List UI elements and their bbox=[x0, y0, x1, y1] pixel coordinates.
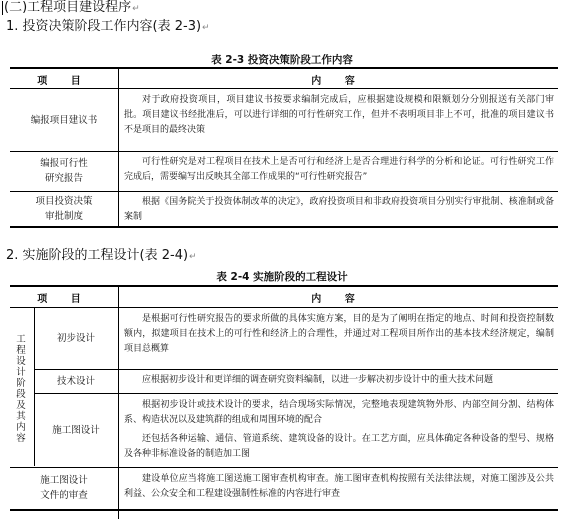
column-header-content: 内 容 bbox=[311, 76, 365, 87]
table-row-content: 是根据可行性研究报告的要求所做的具体实施方案，目的是为了阐明在指定的地点、时间和投资控制数额内，拟建项目在技术上的可行性和经济上的合理性，并通过对工程项目所作出的基本技术经济规定，编制项目总概算 bbox=[124, 314, 554, 354]
table-row-item: 项目投资决策 审批制度 bbox=[35, 196, 93, 222]
column-header-item: 项 目 bbox=[37, 294, 91, 305]
paragraph-mark-icon: ↵ bbox=[202, 23, 210, 33]
subheading-1: 1. 投资决策阶段工作内容(表 2-3)↵ bbox=[6, 19, 210, 34]
column-divider bbox=[118, 285, 119, 519]
table-bottom-rule bbox=[10, 226, 558, 228]
paragraph-mark-icon: ↵ bbox=[189, 252, 197, 262]
text-cursor bbox=[2, 1, 3, 15]
table-2-4-caption: 表 2-4 实施阶段的工程设计 bbox=[216, 271, 348, 283]
table-row-item: 技术设计 bbox=[56, 375, 95, 387]
table-top-rule bbox=[10, 285, 558, 287]
table-row-content-continued: 还包括各种运输、通信、管道系统、建筑设备的设计。在工艺方面，应具体确定各种设备的型号、规格及各种非标准设备的制造加工图 bbox=[124, 434, 554, 459]
table-row-content: 对于政府投资项目，项目建议书按要求编制完成后，应根据建设规模和限额划分分别报送有关部门审批。项目建议书经批准后，可以进行详细的可行性研究工作，但并不表明项目非上不可，批准的项目建议书不是项目的最终决策 bbox=[124, 95, 554, 135]
header-rule bbox=[10, 88, 558, 89]
table-row-item: 编报项目建议书 bbox=[30, 114, 98, 126]
column-header-content: 内 容 bbox=[311, 294, 365, 305]
table-2-3-caption: 表 2-3 投资决策阶段工作内容 bbox=[211, 54, 353, 66]
column-header-item: 项 目 bbox=[37, 76, 91, 87]
table-row-content: 根据初步设计或技术设计的要求，结合现场实际情况，完整地表现建筑物外形、内部空间分割、结构体系、构造状况以及建筑群的组成和周围环境的配合 bbox=[124, 400, 554, 425]
column-divider bbox=[118, 67, 119, 226]
group-label-vertical: 工程设计阶段及其内容 bbox=[16, 334, 26, 444]
row-rule bbox=[10, 467, 558, 468]
table-top-rule bbox=[10, 67, 558, 69]
table-row-content: 应根据初步设计和更详细的调查研究资料编制，以进一步解决初步设计中的重大技术问题 bbox=[142, 375, 494, 385]
subheading-2: 2. 实施阶段的工程设计(表 2-4)↵ bbox=[6, 248, 197, 263]
section-heading: (二)工程项目建设程序↵ bbox=[4, 0, 140, 15]
table-row-item: 初步设计 bbox=[56, 332, 95, 344]
table-row-item: 编报可行性 研究报告 bbox=[40, 158, 88, 184]
table-row-content: 可行性研究是对工程项目在技术上是否可行和经济上是否合理进行科学的分析和论证。可行性研究工作完成后，需要编写出反映其全部工作成果的“可行性研究报告” bbox=[124, 157, 554, 182]
table-row-item: 施工图设计 文件的审查 bbox=[40, 475, 88, 501]
table-row-content: 根据《国务院关于投资体制改革的决定》，政府投资项目和非政府投资项目分别实行审批制、核准制或备案制 bbox=[124, 197, 554, 222]
paragraph-mark-icon: ↵ bbox=[132, 4, 140, 14]
table-row-content: 建设单位应当将施工图送施工图审查机构审查。施工图审查机构按照有关法律法规，对施工图涉及公共利益、公众安全和工程建设强制性标准的内容进行审查 bbox=[124, 474, 554, 499]
table-bottom-rule bbox=[10, 509, 558, 511]
table-row-item: 施工图设计 bbox=[52, 424, 100, 436]
